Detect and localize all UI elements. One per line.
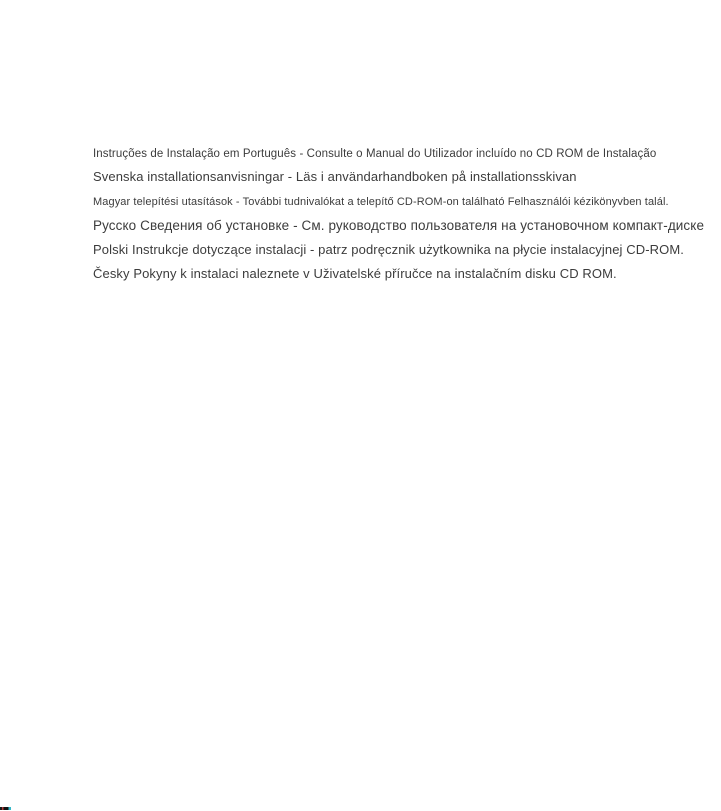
instruction-line-polish: Polski Instrukcje dotyczące instalacji - patrz podręcznik użytkownika na płycie instalacyjnej CD-ROM. <box>93 242 684 257</box>
scan-artifact-mark <box>0 807 11 810</box>
instruction-line-hungarian: Magyar telepítési utasítások - További tudnivalókat a telepítő CD-ROM-on található Felhasználói kézikönyvben talál. <box>93 196 669 208</box>
instruction-line-russian: Русско Сведения об установке - См. руководство пользователя на установочном компакт-диске <box>93 218 705 233</box>
instruction-line-portuguese: Instruções de Instalação em Português - Consulte o Manual do Utilizador incluído no CD ROM de Instalação <box>93 148 657 160</box>
instruction-line-swedish: Svenska installationsanvisningar - Läs i användarhandboken på installationsskivan <box>93 169 577 184</box>
instruction-line-czech: Česky Pokyny k instalaci naleznete v Uživatelské příručce na instalačním disku CD ROM. <box>93 266 617 281</box>
